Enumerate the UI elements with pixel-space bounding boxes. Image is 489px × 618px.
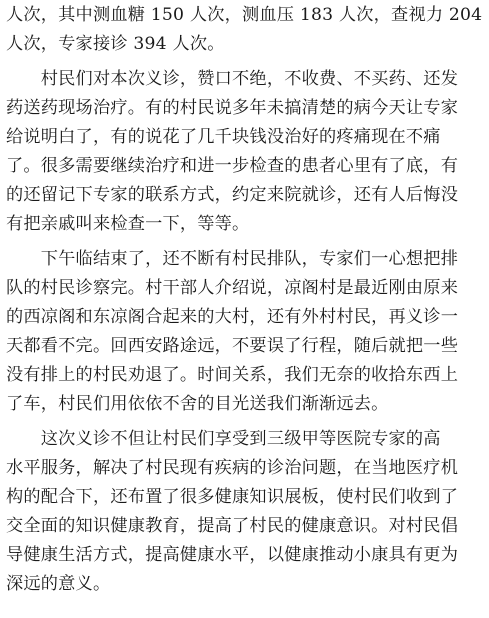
text-line: 了车，村民们用依依不舍的目光送我们渐渐远去。 [6, 394, 389, 414]
text-line: 下午临结束了，还不断有村民排队，专家们一心想把排 [6, 249, 459, 269]
text-line: 水平服务，解决了村民现有疾病的诊治问题，在当地医疗机 [6, 458, 459, 478]
text-line: 药送药现场治疗。有的村民说多年未搞清楚的病今天让专家 [6, 98, 459, 118]
text-line: 给说明白了，有的说花了几千块钱没治好的疼痛现在不痛 [6, 127, 441, 147]
text-line: 这次义诊不但让村民们享受到三级甲等医院专家的高 [6, 429, 441, 449]
text-line: 有把亲戚叫来检查一下，等等。 [6, 214, 250, 234]
text-line: 的还留记下专家的联系方式，约定来院就诊，还有人后悔没 [6, 185, 459, 205]
text-line: 构的配合下，还布置了很多健康知识展板，使村民们收到了 [6, 487, 459, 507]
text-line: 队的村民诊察完。村干部人介绍说，凉阁村是最近刚由原来 [6, 278, 459, 298]
text-line: 交全面的知识健康教育，提高了村民的健康意识。对村民倡 [6, 516, 459, 536]
text-line: 天都看不完。回西安路途远，不要误了行程，随后就把一些 [6, 336, 459, 356]
text-line: 深远的意义。 [6, 574, 111, 594]
text-line: 了。很多需要继续治疗和进一步检查的患者心里有了底，有 [6, 156, 459, 176]
text-line: 导健康生活方式，提高健康水平，以健康推动小康具有更为 [6, 545, 459, 565]
text-line: 的西凉阁和东凉阁合起来的大村，还有外村村民，再义诊一 [6, 307, 459, 327]
text-line: 村民们对本次义诊，赞口不绝，不收费、不买药、还发 [6, 69, 459, 89]
text-line: 人次，专家接诊 394 人次。 [6, 34, 225, 54]
text-line: 没有排上的村民劝退了。时间关系，我们无奈的收拾东西上 [6, 365, 459, 385]
text-line: 人次，其中测血糖 150 人次，测血压 183 人次，查视力 204 [6, 5, 483, 25]
